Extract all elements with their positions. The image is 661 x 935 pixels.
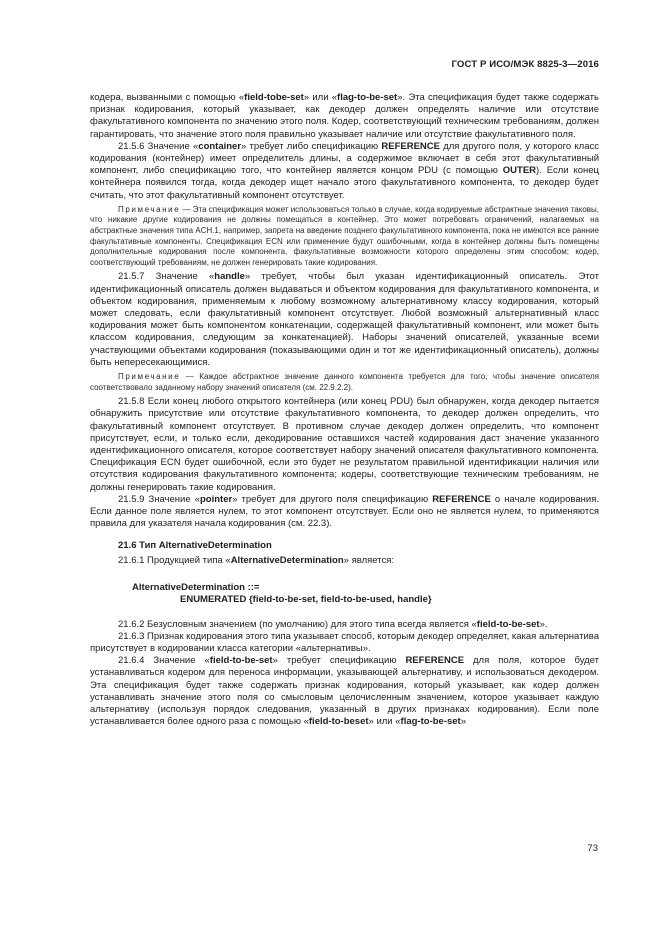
paragraph-21-6-4: 21.6.4 Значение «field-to-be-set» требует спецификацию REFERENCE для поля, которое будет устанавливаться кодером для переноса информации, указывающей альтернативу, и использоваться декодером. Эта спецификация будет также содержать признак кодирования, который указывает, как кодер должен устанавливать значение этого поля со смысловым целочисленным значением, которое указывает каждую альтернативу (используя порядок следования, указанный в других признаках кодирования). Если поле устанавливается более одного раза с помощью «field-to-beset» или «flag-to-be-set» [90,655,599,728]
paragraph-21-5-9: 21.5.9 Значение «pointer» требует для другого поля спецификацию REFERENCE о начале кодирования. Если данное поле является нулем, то этот компонент отсутствует. Если оно не является нулем, то применяются правила для указателя начала кодирования (см. 22.3). [90,493,599,530]
note-1: Примечание — Эта спецификация может использоваться только в случае, когда кодируемые абстрактные значения таковы, что никакие другие кодирования не должны помещаться в контейнер. Это может потребовать ограничений, налагаемых на абстрактные значения типа ACH.1, например, запрета на введение позднего факультативного компонента, пока не имеются все ранние факультативные компоненты. Спецификация ECN или применение будут ошибочными, когда в контейнер должны быть помещены дополнительные кодирования после компонента, факультативные возможности которого определены этим способом; кодер, соответствующий требованиям, не должен генерировать такие кодирования. [90,204,599,267]
note-2: Примечание — Каждое абстрактное значение данного компонента требуется для того, чтобы значение описателя соответствовало заданному набору значений описателя (см. 22.9.2.2). [90,372,599,392]
paragraph-21-6-3: 21.6.3 Признак кодирования этого типа указывает способ, которым декодер определяет, какая альтернатива присутствует в кодировании класса категории «альтернативы». [90,630,599,655]
code-block [90,582,599,607]
paragraph-21-5-6: 21.5.6 Значение «container» требует либо спецификацию REFERENCE для другого поля, у которого класс кодирования (контейнер) имеет определитель длины, а содержимое включает в себя этот факультативный компонент, либо спецификацию того, что контейнер является концом PDU (с помощью OUTER). Если конец контейнера появился тогда, когда декодер ищет начало этого факультативного компонента, то декодер будет считать, что этот факультативный компонент отсутствует. [90,140,599,201]
section-heading-21-6: 21.6 Тип AlternativeDetermination [118,540,272,552]
note-label: Примечание [118,204,181,214]
paragraph-21-6-2: 21.6.2 Безусловным значением (по умолчанию) для этого типа всегда является «field-to-be-set». [118,618,548,630]
paragraph-21-6-1: 21.6.1 Продукцией типа «AlternativeDetermination» является: [118,555,395,567]
note-label: Примечание [118,372,181,382]
document-body [90,92,599,728]
document-header: ГОСТ Р ИСО/МЭК 8825-3—2016 [451,59,599,70]
code-line-2: ENUMERATED {field-to-be-set, field-to-be-used, handle} [180,594,432,606]
page-number: 73 [587,843,598,854]
code-line-1: AlternativeDetermination ::= [132,581,260,593]
paragraph-continuation: кодера, вызванными с помощью «field-tobe-set» или «flag-to-be-set». Эта спецификация будет также содержать признак кодирования, который указывает, как декодер должен определять наличие или отсутствие факультативного компонента по значению этого поля. Кодер, соответствующий техническим требованиям, должен гарантировать, что значение этого поля правильно указывает наличие или отсутствие факультативного поля. [90,92,599,140]
paragraph-21-5-8: 21.5.8 Если конец любого открытого контейнера (или конец PDU) был обнаружен, когда декодер пытается обнаружить присутствие или отсутствие факультативного компонента, то декодер должен определить, что факультативный компонент отсутствует. В противном случае декодер должен определить, что компонент присутствует, если, и только если, декодирование оставшихся частей кодирования даст значение указанного идентификационного описателя, которое соответствует набору значений описателя факультативного компонента. Спецификация ECN будет ошибочной, если это будет не результатом правильной идентификации наличия или отсутствия кодирования факультативного компонента; кодеры, соответствующие техническим требованиям, не должны генерировать такие кодирования. [90,396,599,493]
paragraph-21-5-7: 21.5.7 Значение «handle» требует, чтобы был указан идентификационный описатель. Этот идентификационный описатель должен выдаваться и объектом кодирования для факультативного компонента, и объектом кодирования, применяемым к любому возможному альтернативному классу кодирования, который может следовать, если факультативный компонент отсутствует. Любой возможный альтернативный класс кодирования может быть компонентом конкатенации, содержащей факультативный компонент, или может быть классом кодирования, следующим за конкатенацией). Наборы значений описателей, указанные всеми участвующими объектами кодирования (показывающими один и тот же идентификационный описатель), должны быть непересекающимися. [90,271,599,368]
